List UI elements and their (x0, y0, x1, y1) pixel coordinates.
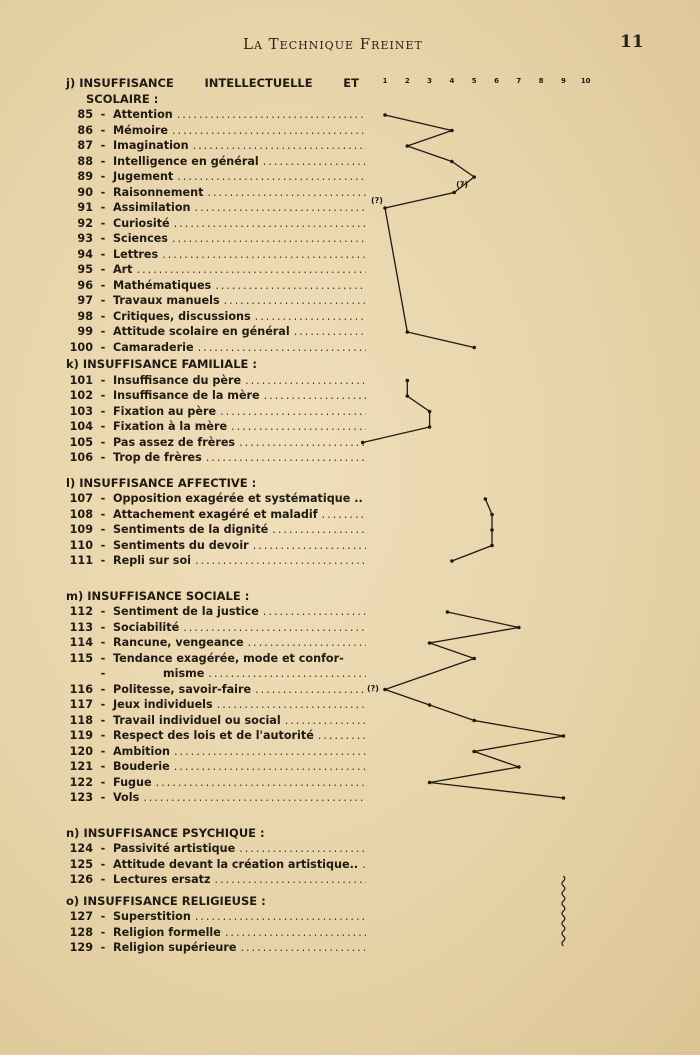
profile-point (472, 175, 476, 179)
item-number: 102 (69, 389, 93, 402)
item-label: Travail individuel ou social (113, 713, 281, 727)
profile-line (363, 381, 430, 443)
item-label: Jugement (113, 170, 174, 183)
item-label: Sentiment de la justice (113, 605, 259, 618)
profile-point (472, 657, 476, 661)
item-label: Insuffisance de la mère (113, 389, 260, 402)
item-number: 110 (69, 538, 93, 552)
item-label: Lectures ersatz (113, 873, 211, 886)
scale-tick: 9 (560, 77, 566, 85)
section-title: l) INSUFFISANCE AFFECTIVE : (66, 475, 257, 490)
item-dash: - (100, 247, 106, 261)
item-dash: - (100, 698, 106, 711)
profile-point (452, 191, 456, 195)
item-number: 127 (69, 910, 93, 923)
item-dash: - (100, 278, 106, 292)
profile-point (450, 129, 454, 133)
item-dash: - (100, 910, 106, 923)
item-dash: - (100, 108, 106, 121)
item-label: Respect des lois et de l'autorité (113, 729, 314, 742)
item-dash: - (100, 605, 106, 618)
item-dash: - (100, 201, 106, 214)
section-title-continuation: SCOLAIRE : (86, 91, 159, 106)
item-label: Tendance exagérée, mode et confor- (113, 651, 344, 665)
item-label: Sentiments de la dignité (113, 523, 269, 536)
item-number: 118 (69, 713, 93, 727)
profile-point (446, 610, 450, 614)
running-title: La Technique Freinet (243, 35, 423, 53)
item-dash: - (100, 636, 106, 649)
item-number: 87 (77, 139, 93, 152)
item-dash: - (100, 682, 106, 696)
item-label: Imagination (113, 139, 189, 152)
profile-point (490, 544, 494, 548)
item-label: Critiques, discussions (113, 309, 251, 323)
item-number: 122 (69, 775, 93, 789)
item-dash: - (100, 435, 106, 449)
item-dash: - (100, 154, 106, 168)
item-dash: - (100, 216, 106, 230)
item-dash: - (100, 389, 106, 402)
profile-point (450, 559, 454, 563)
question-mark: (?) (456, 179, 469, 189)
item-label: Curiosité (113, 216, 170, 230)
item-number: 89 (77, 170, 93, 183)
item-dash: - (100, 309, 106, 323)
item-number: 101 (69, 373, 93, 387)
item-label: Attitude scolaire en général (113, 325, 290, 338)
section-title-word: INTELLECTUELLE (204, 76, 313, 90)
item-number: 104 (69, 420, 93, 433)
profile-point (562, 796, 566, 800)
item-dash: - (100, 523, 106, 536)
section-title: k) INSUFFISANCE FAMILIALE : (66, 357, 257, 371)
item-number: 93 (77, 232, 93, 245)
item-number: 112 (69, 605, 93, 618)
item-label: Attention (113, 108, 173, 121)
profile-line (385, 115, 474, 348)
question-mark: (?) (371, 196, 383, 205)
item-label: Rancune, vengeance (113, 636, 244, 649)
item-label: Jeux individuels (113, 698, 213, 711)
item-number: 96 (77, 278, 93, 292)
item-number: 114 (69, 636, 93, 649)
item-dash: - (100, 325, 106, 338)
item-number: 123 (69, 791, 93, 804)
profile-point (517, 765, 521, 769)
item-dash: - (100, 713, 106, 727)
page-number: 11 (620, 32, 644, 52)
item-dash: - (100, 857, 106, 871)
item-dash: - (100, 760, 106, 773)
item-number: 119 (69, 729, 93, 742)
item-dash: - (100, 340, 106, 354)
scale-tick: 2 (404, 77, 410, 85)
item-label: Assimilation (113, 201, 191, 214)
item-number: 111 (69, 554, 93, 567)
item-label: Religion supérieure (113, 941, 237, 954)
profile-point (361, 441, 365, 445)
item-label: Fixation à la mère (113, 420, 228, 433)
profile-point (406, 379, 410, 383)
section-title: n) INSUFFISANCE PSYCHIQUE : (66, 825, 265, 840)
item-dash: - (100, 620, 106, 634)
item-label: Insuffisance du père (113, 373, 242, 387)
profile-point (428, 425, 432, 429)
profile-point (406, 394, 410, 398)
item-label: Superstition (113, 910, 191, 923)
item-number: 126 (69, 873, 93, 886)
profile-point (484, 497, 488, 501)
item-dash: - (100, 139, 106, 152)
scale-tick: 6 (494, 77, 499, 85)
item-label: Lettres (113, 247, 159, 261)
item-dash: - (100, 729, 106, 742)
item-label: Sciences (113, 232, 168, 245)
scale-tick: 1 (382, 77, 388, 85)
item-label: Mathématiques (113, 278, 212, 292)
item-label: Attachement exagéré et maladif (113, 507, 318, 521)
item-label: Politesse, savoir-faire (113, 682, 252, 696)
item-number: 92 (77, 216, 93, 230)
item-label: Fugue (113, 775, 152, 789)
item-number: 129 (69, 941, 93, 954)
item-number: 121 (69, 760, 93, 773)
item-dash: - (100, 873, 106, 886)
item-dash: - (100, 791, 106, 804)
item-dash: - (100, 170, 106, 183)
item-label: Fixation au père (113, 404, 217, 418)
item-number: 115 (69, 651, 93, 665)
item-label: Sentiments du devoir (113, 538, 249, 552)
item-label-continuation: misme (163, 667, 205, 680)
item-label: Bouderie (113, 760, 170, 773)
profile-point (490, 513, 494, 517)
item-dash: - (100, 554, 106, 567)
profile-point (490, 528, 494, 532)
item-number: 106 (69, 451, 93, 464)
item-number: 94 (77, 247, 93, 261)
item-dash: - (100, 941, 106, 954)
profile-point (406, 144, 410, 148)
item-label: Sociabilité (113, 620, 180, 634)
item-dash: - (100, 420, 106, 433)
item-dash: - (100, 232, 106, 245)
section-title: m) INSUFFISANCE SOCIALE : (66, 588, 250, 603)
item-label: Raisonnement (113, 185, 204, 199)
item-dash: - (100, 373, 106, 387)
item-dash: - (100, 775, 106, 789)
item-number: 120 (69, 744, 93, 758)
profile-point (517, 626, 521, 630)
item-label: Repli sur soi (113, 554, 191, 567)
profile-point (383, 206, 387, 210)
profile-point (428, 703, 432, 707)
item-number: 107 (69, 492, 93, 505)
item-dash: - (100, 925, 106, 939)
item-dash: - (100, 263, 106, 276)
item-number: 125 (69, 857, 93, 871)
item-dash: - (100, 842, 106, 855)
item-dash: - (100, 451, 106, 464)
item-label: Travaux manuels (113, 294, 220, 307)
item-number: 116 (69, 682, 93, 696)
profile-point (383, 113, 387, 117)
item-number: 85 (77, 108, 93, 121)
item-number: 124 (69, 842, 93, 855)
item-number: 97 (77, 294, 93, 307)
question-mark: (?) (367, 683, 379, 693)
item-dash: - (100, 507, 106, 521)
profile-point (472, 719, 476, 723)
section-title: o) INSUFFISANCE RELIGIEUSE : (66, 893, 266, 908)
item-label: Passivité artistique (113, 842, 236, 855)
profile-point (428, 781, 432, 785)
scale-tick: 8 (538, 77, 544, 85)
profile-point (406, 330, 410, 334)
item-number: 113 (69, 620, 93, 634)
scale-tick: 7 (516, 77, 522, 85)
item-dash: - (100, 744, 106, 758)
profile-point (428, 641, 432, 645)
item-dash: - (100, 538, 106, 552)
item-number: 117 (69, 698, 93, 711)
item-label: Opposition exagérée et systématique .. (113, 492, 363, 505)
item-number: 90 (77, 185, 93, 199)
item-number: 91 (77, 201, 93, 214)
item-number: 105 (69, 435, 93, 449)
item-dash: - (100, 404, 106, 418)
item-number: 95 (77, 263, 93, 276)
wavy-line (562, 876, 565, 946)
item-label: Mémoire (113, 123, 169, 137)
item-number: 103 (69, 404, 93, 418)
section-title-word: ET (343, 76, 359, 90)
item-label: Pas assez de frères (113, 435, 236, 449)
item-dash: - (100, 123, 106, 137)
item-label: Trop de frères (113, 451, 202, 464)
item-number: 108 (69, 507, 93, 521)
item-number: 109 (69, 523, 93, 536)
item-label: Art (113, 263, 133, 276)
item-number: 86 (77, 123, 93, 137)
profile-point (472, 346, 476, 350)
item-dash: - (100, 492, 106, 505)
item-dash: - (100, 294, 106, 307)
scale-tick: 4 (449, 77, 455, 85)
item-label: Attitude devant la création artistique.. (113, 857, 359, 871)
item-label: Intelligence en général (113, 154, 259, 168)
profile-point (562, 734, 566, 738)
item-label: Religion formelle (113, 925, 221, 939)
item-number: 88 (77, 154, 93, 168)
profile-line (385, 612, 563, 798)
item-number: 99 (77, 325, 93, 338)
item-label: Vols (113, 791, 140, 804)
item-dash: - (100, 185, 106, 199)
profile-point (428, 410, 432, 414)
item-number: 98 (77, 309, 93, 323)
profile-line (452, 499, 492, 561)
item-number: 128 (69, 925, 93, 939)
item-number: 100 (69, 340, 93, 354)
profile-point (450, 160, 454, 164)
scale-tick: 3 (427, 77, 433, 85)
section-title-word: j) INSUFFISANCE (66, 76, 174, 90)
profile-point (472, 750, 476, 754)
item-dash: - (100, 651, 106, 665)
profile-point (383, 688, 387, 692)
scale-tick: 5 (471, 77, 477, 85)
item-label: Ambition (113, 744, 170, 758)
item-label: Camaraderie (113, 340, 194, 354)
item-dash: - (100, 667, 106, 680)
scale-tick: 10 (580, 77, 591, 85)
